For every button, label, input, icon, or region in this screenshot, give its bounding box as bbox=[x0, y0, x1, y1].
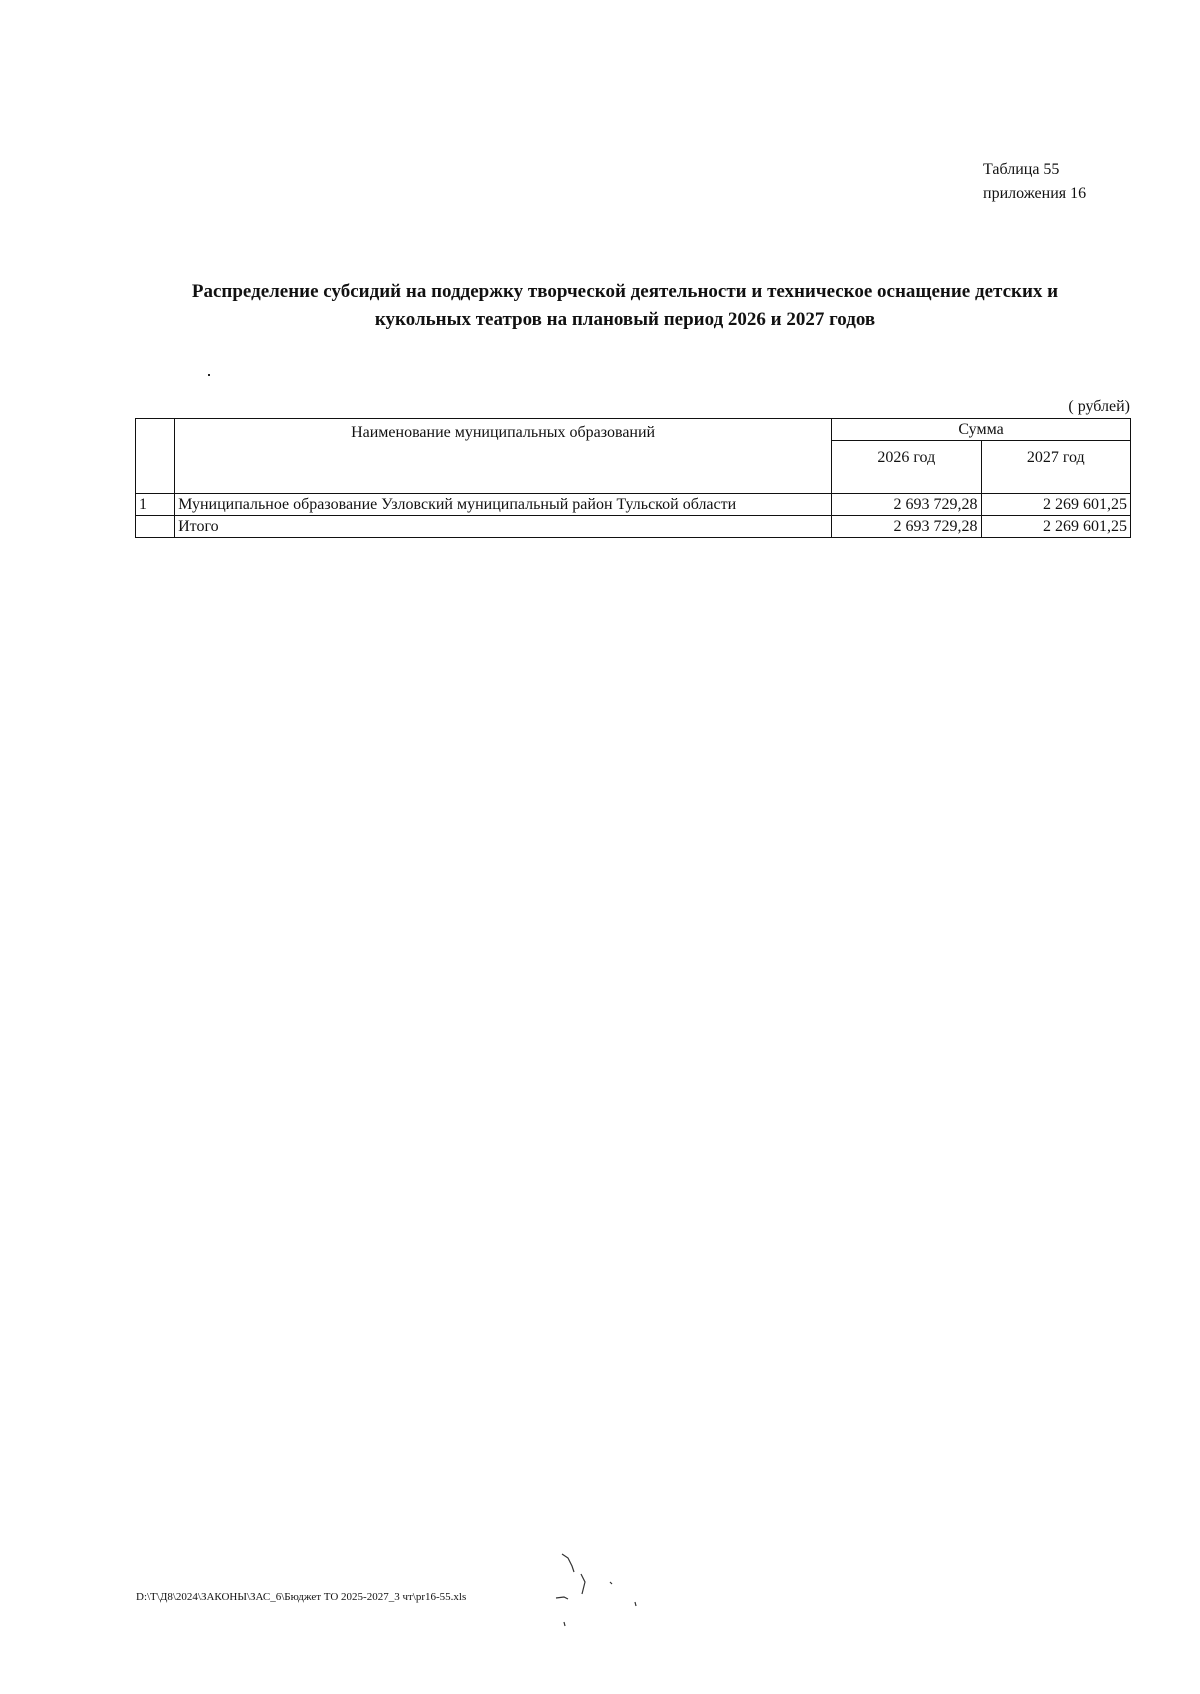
header-year-2027: 2027 год bbox=[981, 441, 1130, 494]
table-number: Таблица 55 bbox=[983, 161, 1060, 178]
table-total-row bbox=[136, 516, 1131, 538]
header-name-cell: Наименование муниципальных образований bbox=[175, 419, 832, 494]
header-sum-cell: Сумма bbox=[832, 419, 1131, 441]
header-num-cell bbox=[136, 419, 175, 494]
stray-dot bbox=[208, 374, 210, 376]
subsidy-table bbox=[135, 418, 1131, 538]
title-line-2: кукольных театров на плановый период 2026 и 2027 годов bbox=[374, 309, 876, 330]
document-title bbox=[120, 278, 1130, 334]
header-year-2026: 2026 год bbox=[832, 441, 981, 494]
file-path-footer: D:\Т\Д8\2024\ЗАКОНЫ\ЗАС_6\Бюджет ТО 2025-2027_3 чт\pr16-55.xls bbox=[136, 1591, 467, 1603]
total-value-2027: 2 269 601,25 bbox=[981, 516, 1130, 538]
row-value-2027: 2 269 601,25 bbox=[981, 494, 1130, 516]
row-value-2026: 2 693 729,28 bbox=[832, 494, 981, 516]
row-name: Муниципальное образование Узловский муниципальный район Тульской области bbox=[175, 494, 832, 516]
table-row bbox=[136, 494, 1131, 516]
handwritten-marks bbox=[550, 1550, 650, 1630]
total-label: Итого bbox=[175, 516, 832, 538]
units-label: ( рублей) bbox=[1068, 398, 1130, 415]
table-reference bbox=[983, 158, 1086, 206]
total-num bbox=[136, 516, 175, 538]
title-line-1: Распределение субсидий на поддержку творческой деятельности и техническое оснащение детских и bbox=[191, 281, 1059, 302]
row-num: 1 bbox=[136, 494, 175, 516]
table-header-row bbox=[136, 419, 1131, 441]
total-value-2026: 2 693 729,28 bbox=[832, 516, 981, 538]
appendix-number: приложения 16 bbox=[983, 185, 1087, 202]
